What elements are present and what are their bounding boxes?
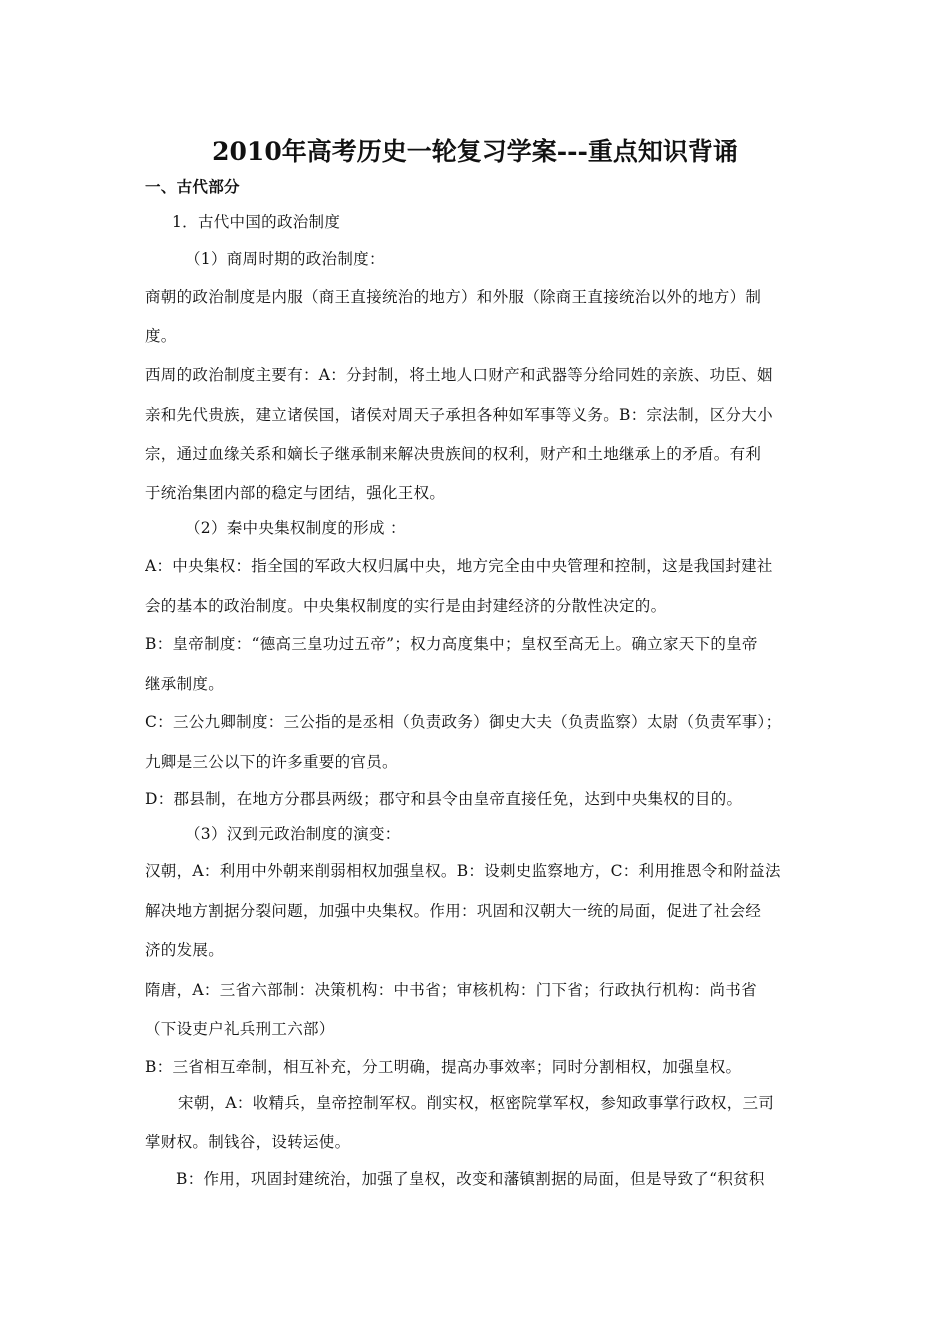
paragraph-line: B：三省相互牵制，相互补充，分工明确，提高办事效率；同时分割相权，加强皇权。 xyxy=(145,1058,742,1076)
paragraph-line: 会的基本的政治制度。中央集权制度的实行是由封建经济的分散性决定的。 xyxy=(145,597,667,615)
paragraph-line: 宋朝，A：收精兵，皇帝控制军权。削实权，枢密院掌军权，参知政事掌行政权，三司 xyxy=(178,1094,775,1112)
paragraph-line: B：皇帝制度：“德高三皇功过五帝”；权力高度集中；皇权至高无上。确立家天下的皇帝 xyxy=(145,635,758,653)
document-title: 2010年高考历史一轮复习学案---重点知识背诵 xyxy=(212,137,738,166)
topic-heading: （2）秦中央集权制度的形成 ： xyxy=(185,519,406,537)
paragraph-line: B：作用，巩固封建统治，加强了皇权，改变和藩镇割据的局面，但是导致了“积贫积 xyxy=(176,1170,765,1188)
paragraph-line: 隋唐，A：三省六部制：决策机构：中书省；审核机构：门下省；行政执行机构：尚书省 xyxy=(145,981,757,999)
paragraph-line: C：三公九卿制度：三公指的是丞相（负责政务）御史大夫（负责监察）太尉（负责军事）； xyxy=(145,713,782,731)
topic-heading: （1）商周时期的政治制度： xyxy=(185,250,385,268)
subsection-heading: 1．古代中国的政治制度 xyxy=(172,213,341,231)
paragraph-line: 于统治集团内部的稳定与团结，强化王权。 xyxy=(145,484,446,502)
paragraph-line: （下设吏户礼兵刑工六部） xyxy=(145,1020,335,1038)
paragraph-line: 商朝的政治制度是内服（商王直接统治的地方）和外服（除商王直接统治以外的地方）制 xyxy=(145,288,762,306)
paragraph-line: 汉朝，A：利用中外朝来削弱相权加强皇权。B：设刺史监察地方，C：利用推恩令和附益法 xyxy=(145,862,781,880)
topic-heading: （3）汉到元政治制度的演变： xyxy=(185,825,401,843)
section-heading: 一、古代部分 xyxy=(145,177,240,196)
paragraph-line: 度。 xyxy=(145,327,177,345)
paragraph-line: 宗，通过血缘关系和嫡长子继承制来解决贵族间的权利，财产和土地继承上的矛盾。有利 xyxy=(145,445,762,463)
paragraph-line: D：郡县制，在地方分郡县两级；郡守和县令由皇帝直接任免，达到中央集权的目的。 xyxy=(145,790,743,808)
paragraph-line: 济的发展。 xyxy=(145,941,225,959)
paragraph-line: 掌财权。制钱谷，设转运使。 xyxy=(145,1133,351,1151)
paragraph-line: A：中央集权：指全国的军政大权归属中央，地方完全由中央管理和控制，这是我国封建社 xyxy=(145,557,773,575)
paragraph-line: 继承制度。 xyxy=(145,675,225,693)
paragraph-line: 解决地方割据分裂问题，加强中央集权。作用：巩固和汉朝大一统的局面，促进了社会经 xyxy=(145,902,762,920)
paragraph-line: 九卿是三公以下的许多重要的官员。 xyxy=(145,753,398,771)
paragraph-line: 西周的政治制度主要有：A：分封制，将土地人口财产和武器等分给同姓的亲族、功臣、姻 xyxy=(145,366,773,384)
paragraph-line: 亲和先代贵族，建立诸侯国，诸侯对周天子承担各种如军事等义务。B：宗法制，区分大小 xyxy=(145,406,773,424)
